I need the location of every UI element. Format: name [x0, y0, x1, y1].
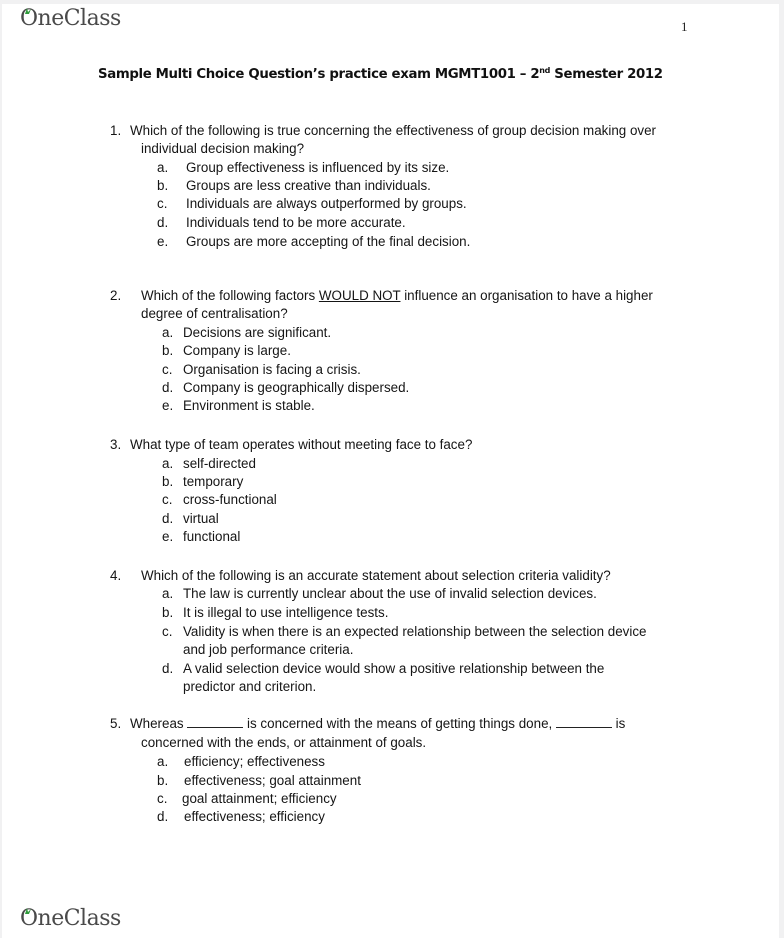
option-text: cross-functional [183, 492, 277, 507]
question-number: 3. [110, 437, 122, 452]
option-text: effectiveness; efficiency [184, 809, 325, 824]
option-letter: b. [162, 474, 174, 489]
option-letter: e. [162, 398, 174, 413]
option-letter: e. [157, 234, 169, 249]
question-text [141, 287, 653, 305]
option-text: self-directed [183, 456, 256, 471]
fill-in-blank-1 [187, 716, 243, 728]
question-text-part: influence an organisation to have a higher [400, 288, 653, 303]
logo-text: OneClass [20, 6, 121, 31]
option-letter: b. [162, 605, 174, 620]
question-text-cont: individual decision making? [141, 141, 305, 156]
option-text: Individuals tend to be more accurate. [186, 215, 406, 230]
option-text: Individuals are always outperformed by groups. [186, 196, 467, 211]
oneclass-logo-bottom[interactable] [20, 906, 121, 931]
title-suffix: Semester 2012 [550, 67, 663, 82]
option-letter: c. [162, 624, 173, 639]
fill-in-blank-2 [556, 716, 612, 728]
option-text: virtual [183, 511, 219, 526]
option-letter: c. [162, 362, 173, 377]
option-letter: a. [157, 754, 169, 769]
option-text: Company is geographically dispersed. [183, 380, 410, 395]
option-text: A valid selection device would show a positive relationship between the [183, 661, 605, 676]
option-text-cont: predictor and criterion. [183, 679, 317, 694]
option-text: Groups are more accepting of the final decision. [186, 234, 471, 249]
leaf-icon [24, 908, 32, 914]
question-text-cont: concerned with the ends, or attainment of goals. [141, 735, 427, 750]
question-number: 4. [110, 568, 122, 583]
option-text: Environment is stable. [183, 398, 315, 413]
option-text: goal attainment; efficiency [182, 791, 337, 806]
question-number: 1. [110, 123, 122, 138]
option-letter: e. [162, 529, 174, 544]
option-letter: c. [157, 196, 168, 211]
question-2 [110, 287, 710, 417]
oneclass-logo-top[interactable] [20, 6, 121, 31]
option-text: Organisation is facing a crisis. [183, 362, 361, 377]
question-number: 2. [110, 288, 122, 303]
option-text-cont: and job performance criteria. [183, 642, 354, 657]
title-superscript: nd [539, 66, 551, 75]
question-text-cont: degree of centralisation? [141, 306, 288, 321]
option-text: efficiency; effectiveness [184, 754, 325, 769]
leaf-icon [24, 8, 32, 14]
option-text: functional [183, 529, 241, 544]
question-text-part: Whereas [130, 716, 188, 731]
option-letter: b. [157, 773, 169, 788]
option-letter: d. [162, 380, 174, 395]
title-text: Sample Multi Choice Question’s practice exam MGMT1001 – 2 [98, 67, 540, 82]
question-text [130, 715, 625, 733]
document-title [98, 66, 663, 82]
option-text: Validity is when there is an expected relationship between the selection device [183, 624, 647, 639]
option-text: Group effectiveness is influenced by its size. [186, 160, 450, 175]
question-text-part: is concerned with the means of getting things done, [243, 716, 556, 731]
option-text: Company is large. [183, 343, 291, 358]
question-text-part: Which of the following factors [141, 288, 319, 303]
question-5 [110, 715, 710, 825]
question-1 [110, 122, 710, 252]
option-letter: b. [162, 343, 174, 358]
option-text: It is illegal to use intelligence tests. [183, 605, 389, 620]
option-text: Decisions are significant. [183, 325, 332, 340]
question-number: 5. [110, 716, 122, 731]
option-letter: a. [162, 586, 174, 601]
emphasis-underlined: WOULD NOT [318, 288, 401, 303]
question-text: Which of the following is an accurate statement about selection criteria validity? [141, 568, 611, 583]
option-letter: b. [157, 178, 169, 193]
document-page [2, 4, 779, 938]
option-letter: d. [162, 661, 174, 676]
option-letter: d. [157, 215, 169, 230]
option-letter: c. [157, 791, 168, 806]
question-text: What type of team operates without meeting face to face? [130, 437, 473, 452]
logo-text: OneClass [20, 906, 121, 931]
option-text: effectiveness; goal attainment [184, 773, 361, 788]
option-letter: d. [157, 809, 169, 824]
option-letter: c. [162, 492, 173, 507]
page-number: 1 [681, 19, 688, 34]
option-text: temporary [183, 474, 244, 489]
question-text: Which of the following is true concerning the effectiveness of group decision making over [130, 123, 656, 138]
option-text: The law is currently unclear about the use of invalid selection devices. [183, 586, 597, 601]
question-4 [110, 567, 710, 697]
option-letter: d. [162, 511, 174, 526]
option-letter: a. [162, 456, 174, 471]
option-letter: a. [162, 325, 174, 340]
option-text: Groups are less creative than individuals. [186, 178, 431, 193]
question-text-part: is [611, 716, 626, 731]
option-letter: a. [157, 160, 169, 175]
question-3 [110, 436, 710, 546]
